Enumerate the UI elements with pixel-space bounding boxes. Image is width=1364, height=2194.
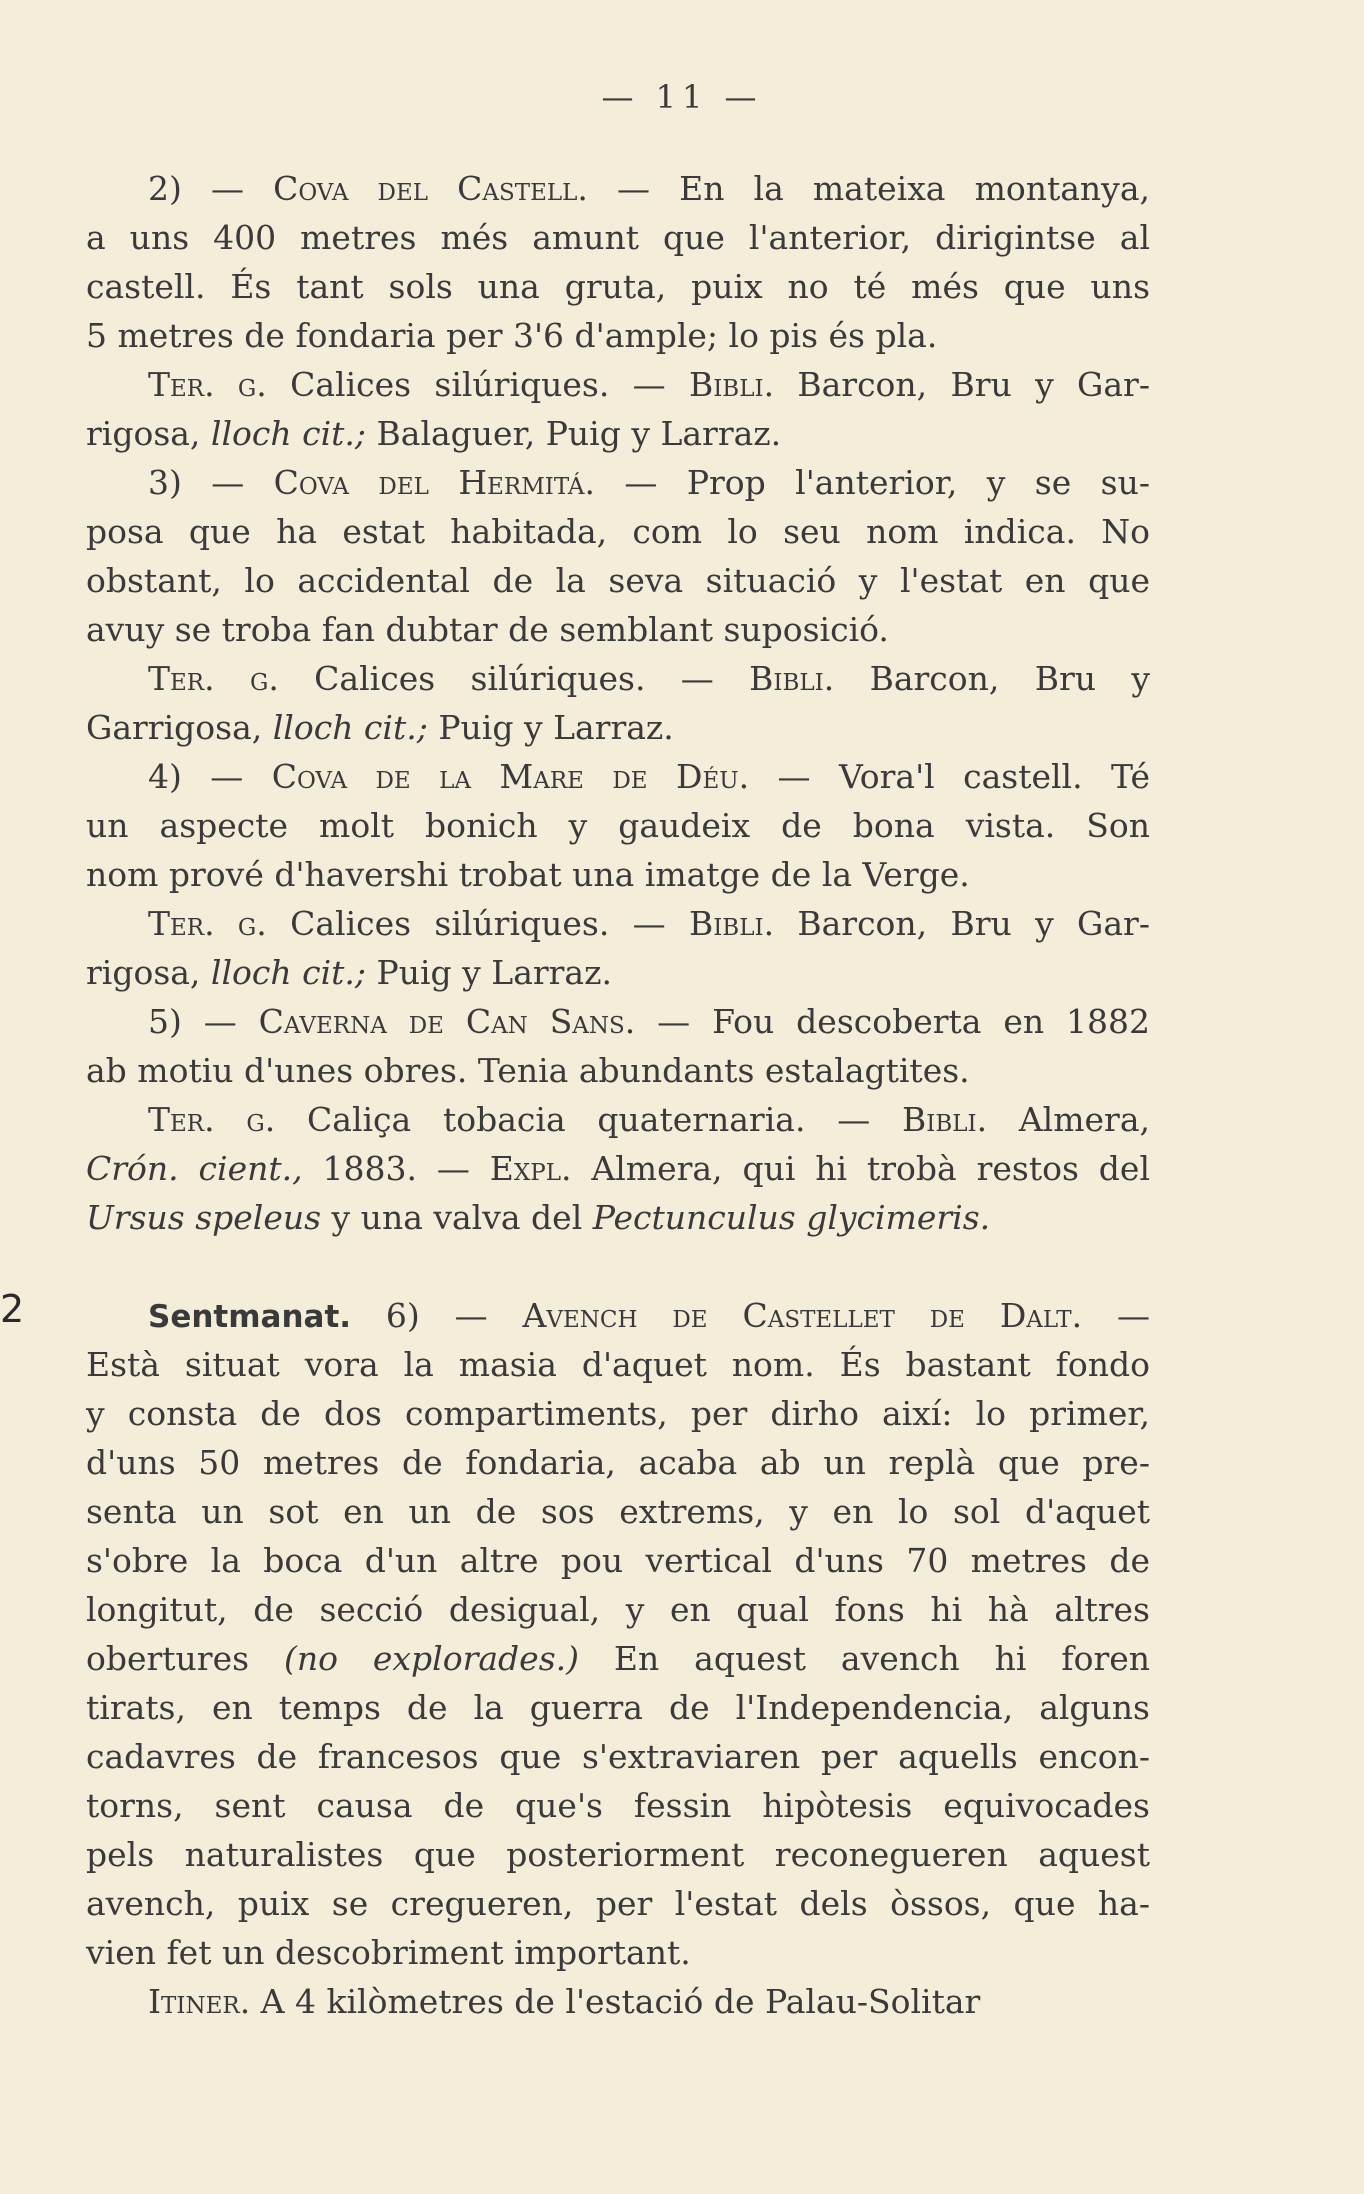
- entry-5-title: Caverna de Can Sans.: [258, 1002, 636, 1041]
- entry-6-line: y consta de dos compartiments, per dirho així: lo primer,: [86, 1394, 1150, 1433]
- entry-6-line: obertures (no explorades.) En aquest avench hi foren: [86, 1639, 1151, 1678]
- page-number: — 11 —: [601, 78, 763, 116]
- entry-6-line: torns, sent causa de que's fessin hipòtesis equivocades: [86, 1786, 1150, 1825]
- entry-6-title: Avench de Castellet de Dalt.: [522, 1296, 1083, 1335]
- entry-2-line: castell. És tant sols una gruta, puix no té més que uns: [86, 267, 1150, 306]
- entry-3-bibliography: Garrigosa, lloch cit.; Puig y Larraz.: [86, 708, 674, 747]
- entry-4-line: nom prové d'havershi trobat una imatge de la Verge.: [86, 855, 970, 894]
- entry-2-terrain: Ter. g. Calices silúriques. — Bibli. Barcon, Bru y Gar-: [148, 365, 1150, 404]
- entry-2-line: a uns 400 metres més amunt que l'anterior, dirigintse al: [86, 218, 1150, 257]
- entry-6-line: avench, puix se cregueren, per l'estat dels òssos, que ha-: [86, 1884, 1150, 1923]
- entry-5-line: Ursus speleus y una valva del Pectunculus glycimeris.: [86, 1198, 991, 1237]
- entry-3-line: posa que ha estat habitada, com lo seu nom indica. No: [86, 512, 1150, 551]
- entry-6-line: longitut, de secció desigual, y en qual fons hi hà altres: [86, 1590, 1150, 1629]
- entry-3-line: obstant, lo accidental de la seva situació y l'estat en que: [86, 561, 1150, 600]
- section-gap: [86, 1242, 1150, 1291]
- entry-2-bibliography: rigosa, lloch cit.; Balaguer, Puig y Larraz.: [86, 414, 782, 453]
- entry-4-bibliography: rigosa, lloch cit.; Puig y Larraz.: [86, 953, 612, 992]
- page-body: [86, 164, 1150, 2026]
- entry-6-line: Està situat vora la masia d'aquet nom. És bastant fondo: [86, 1345, 1150, 1384]
- place-name: Sentmanat.: [148, 1299, 352, 1335]
- entry-5-line: ab motiu d'unes obres. Tenia abundants estalagtites.: [86, 1051, 970, 1090]
- entry-6-line: tirats, en temps de la guerra de l'Independencia, alguns: [86, 1688, 1150, 1727]
- entry-6-line: s'obre la boca d'un altre pou vertical d'uns 70 metres de: [86, 1541, 1150, 1580]
- entry-6-line: cadavres de francesos que s'extraviaren per aquells encon-: [86, 1737, 1150, 1776]
- entry-5-bibliography: Crón. cient., 1883. — Expl. Almera, qui hi trobà restos del: [86, 1149, 1151, 1188]
- entry-4-heading: 4) — Cova de la Mare de Déu. — Vora'l castell. Té: [148, 757, 1150, 796]
- entry-2-heading: 2) — Cova del Castell. — En la mateixa montanya,: [148, 169, 1150, 208]
- margin-pencil-mark: 2: [0, 1287, 25, 1331]
- entry-4-terrain: Ter. g. Calices silúriques. — Bibli. Barcon, Bru y Gar-: [148, 904, 1150, 943]
- entry-6-heading: Sentmanat. 6) — Avench de Castellet de Dalt. —: [148, 1296, 1150, 1335]
- entry-6-line: d'uns 50 metres de fondaria, acaba ab un replà que pre-: [86, 1443, 1150, 1482]
- entry-2-line: 5 metres de fondaria per 3'6 d'ample; lo pis és pla.: [86, 316, 938, 355]
- entry-5-heading: 5) — Caverna de Can Sans. — Fou descoberta en 1882: [148, 1002, 1151, 1041]
- entry-3-title: Cova del Hermitá.: [273, 463, 596, 502]
- entry-5-terrain: Ter. g. Caliça tobacia quaternaria. — Bibli. Almera,: [148, 1100, 1150, 1139]
- entry-3-terrain: Ter. g. Calices silúriques. — Bibli. Barcon, Bru y: [148, 659, 1150, 698]
- entry-6-line: senta un sot en un de sos extrems, y en lo sol d'aquet: [86, 1492, 1150, 1531]
- entry-2-title: Cova del Castell.: [273, 169, 588, 208]
- entry-3-line: avuy se troba fan dubtar de semblant suposició.: [86, 610, 889, 649]
- entry-6-itinerary: Itiner. A 4 kilòmetres de l'estació de Palau-Solitar: [148, 1982, 981, 2021]
- entry-3-heading: 3) — Cova del Hermitá. — Prop l'anterior, y se su-: [148, 463, 1150, 502]
- entry-6-line: pels naturalistes que posteriorment reconegueren aquest: [86, 1835, 1150, 1874]
- entry-4-title: Cova de la Mare de Déu.: [271, 757, 750, 796]
- entry-4-line: un aspecte molt bonich y gaudeix de bona vista. Son: [86, 806, 1150, 845]
- entry-6-line: vien fet un descobriment important.: [86, 1933, 691, 1972]
